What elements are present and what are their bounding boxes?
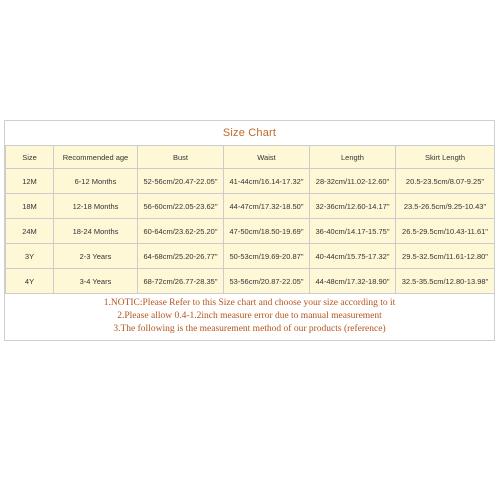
table-row bbox=[6, 194, 495, 219]
cell-length: 36-40cm/14.17-15.75" bbox=[310, 219, 396, 244]
header-skirt-length: Skirt Length bbox=[396, 146, 495, 169]
cell-waist: 44-47cm/17.32-18.50" bbox=[224, 194, 310, 219]
cell-size: 18M bbox=[6, 194, 54, 219]
note-line: 1.NOTIC:Please Refer to this Size chart and choose your size according to it bbox=[103, 298, 396, 308]
cell-waist: 47-50cm/18.50-19.69" bbox=[224, 219, 310, 244]
cell-age: 2-3 Years bbox=[54, 244, 138, 269]
cell-skirt-length: 20.5-23.5cm/8.07-9.25" bbox=[396, 169, 495, 194]
cell-length: 28-32cm/11.02-12.60" bbox=[310, 169, 396, 194]
cell-age: 3-4 Years bbox=[54, 269, 138, 294]
cell-length: 40-44cm/15.75-17.32" bbox=[310, 244, 396, 269]
size-chart bbox=[4, 120, 495, 341]
header-waist: Waist bbox=[224, 146, 310, 169]
size-chart-title: Size Chart bbox=[222, 127, 277, 139]
cell-waist: 41-44cm/16.14-17.32" bbox=[224, 169, 310, 194]
cell-length: 44-48cm/17.32-18.90" bbox=[310, 269, 396, 294]
cell-length: 32-36cm/12.60-14.17" bbox=[310, 194, 396, 219]
cell-bust: 64-68cm/25.20-26.77" bbox=[138, 244, 224, 269]
header-bust: Bust bbox=[138, 146, 224, 169]
cell-age: 6-12 Months bbox=[54, 169, 138, 194]
cell-bust: 56-60cm/22.05-23.62" bbox=[138, 194, 224, 219]
cell-size: 4Y bbox=[6, 269, 54, 294]
cell-skirt-length: 23.5-26.5cm/9.25-10.43" bbox=[396, 194, 495, 219]
cell-waist: 50-53cm/19.69-20.87" bbox=[224, 244, 310, 269]
size-table bbox=[5, 145, 495, 294]
cell-age: 12-18 Months bbox=[54, 194, 138, 219]
cell-size: 24M bbox=[6, 219, 54, 244]
note-line: 3.The following is the measurement method of our products (reference) bbox=[113, 324, 386, 334]
header-length: Length bbox=[310, 146, 396, 169]
header-size: Size bbox=[6, 146, 54, 169]
header-recommended-age: Recommended age bbox=[54, 146, 138, 169]
cell-size: 12M bbox=[6, 169, 54, 194]
cell-skirt-length: 29.5-32.5cm/11.61-12.80" bbox=[396, 244, 495, 269]
cell-bust: 68-72cm/26.77-28.35" bbox=[138, 269, 224, 294]
notes bbox=[5, 297, 494, 336]
table-row bbox=[6, 219, 495, 244]
table-row bbox=[6, 244, 495, 269]
table-row bbox=[6, 269, 495, 294]
cell-waist: 53-56cm/20.87-22.05" bbox=[224, 269, 310, 294]
cell-skirt-length: 26.5-29.5cm/10.43-11.61" bbox=[396, 219, 495, 244]
cell-bust: 60-64cm/23.62-25.20" bbox=[138, 219, 224, 244]
note-line: 2.Please allow 0.4-1.2inch measure error due to manual measurement bbox=[117, 311, 382, 321]
table-row bbox=[6, 169, 495, 194]
cell-bust: 52-56cm/20.47-22.05" bbox=[138, 169, 224, 194]
table-header-row bbox=[6, 146, 495, 169]
cell-age: 18-24 Months bbox=[54, 219, 138, 244]
cell-size: 3Y bbox=[6, 244, 54, 269]
cell-skirt-length: 32.5-35.5cm/12.80-13.98" bbox=[396, 269, 495, 294]
